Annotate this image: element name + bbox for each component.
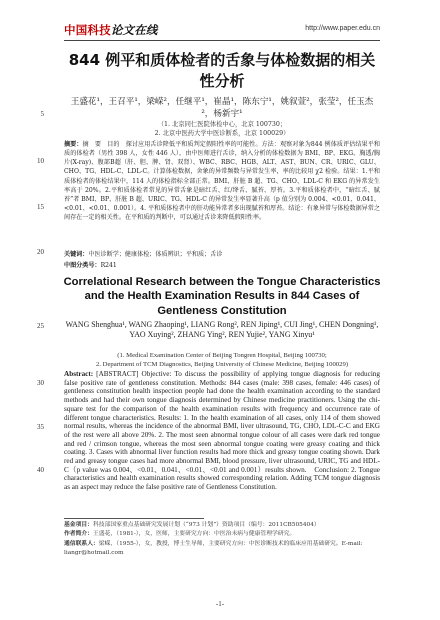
line-number: 35 — [37, 423, 44, 431]
affiliation-chinese-line: （1. 北京同仁医院体检中心，北京 100730； — [157, 121, 287, 128]
footnote-item — [64, 530, 380, 539]
classification-code — [64, 261, 380, 270]
abstract-chinese-text: 摘 要 目的 探讨应用舌诊降低平和质判定假阳性率的可能性。方法：观察对象为844 例体质评估结果平和质的体检者（男性 398 人，女性 446 人），由中医师进行舌诊，纳入分析的体检数据为 BMI、BP、EKG、胸透/胸片(X-ray)、腹部B超（肝、胆、脾、肾、双肾）、WBC、RBC、HGB、ALT、AST、BUN、CR、URIC、GLU、CHO、TG、HDL-C、LDL-C。计算体检数据，舍象的异常频数与异常发生率，率的比较用 χ2 检验。结果：1.平和质体检者的体检结果中，114 人的体检指标全部正常。BMI、肝脏 B 超、TG、CHO、LDL-C 和 EKG 的异常发生率高于 20%。2.平和质体检者常见的异常舌象是暗红舌、红/绛舌、腻苔、厚苔。3.平和质体检者中，“暗红舌、腻苔”者 BMI、BP、肝脏 B 超、URIC、TG、HDL-C 的异常发生率显著升高（p 值分别为 0.004、<0.01、0.041、<0.01、<0.01、0.001）。4. 平和质体检者中的肝功能异常者多出现腻苔和厚苔。结论：有象异常与体检数据异常之间存在一定的相关性。在平和质的判断中，可以通过舌诊来降低假阳性率。 — [64, 141, 380, 222]
line-number: 20 — [37, 248, 44, 256]
footnote-item — [64, 540, 380, 559]
title-english: Correlational Research between the Tongue Characteristics and the Health Examination Results in 844 Cases of Gentleness Constitution — [63, 276, 381, 317]
footnote-rule — [64, 518, 204, 519]
site-header — [64, 22, 380, 40]
clc-label: 中图分类号： — [64, 262, 101, 269]
site-url[interactable]: http://www.paper.edu.cn — [305, 25, 380, 32]
footnote-item — [64, 521, 380, 530]
footnote-label: 基金项目： — [64, 522, 93, 528]
logo-rest-text: 论文在线 — [110, 23, 158, 37]
keywords-label: 关键词： — [64, 251, 89, 258]
affiliation-chinese-line: 2. 北京中医药大学中医诊断系，北京 100029） — [154, 130, 290, 137]
affiliation-english-line: (1. Medical Examination Center of Beijing Tongren Hospital, Beijing 100730; — [117, 352, 327, 359]
affiliation-english — [64, 351, 380, 369]
abstract-chinese — [64, 140, 380, 222]
abstract-english-text: [ABSTRACT] Objective: To discuss the possibility of applying tongue diagnosis for reducing false positive rate of gentleness constitution. Methods: 844 cases (male: 398 cases, female: 446 cases) of gentleness constitution health inspection people had done the health examination according to the standard methods and had their own tongue diagnosis determined by Chinese medicine practitioners. Using the chi-square test for the comparison of the health examination results with frequency and occurrence rate of different tongue characteristics. Results: 1. In the health examination of all cases, only 114 of them showed normal results, whereas the incidence of the abnormal BMI, liver ultrasound, TG, CHO, LDL-C-C and EKG of the rest were all above 20%. 2. The most seen abnormal tongue colour of all cases were dark red tongue and red / crimson tongue, whereas the most seen abnormal tongue coating were greasy coating and thick coating. 3. Cases with abnormal liver function results had more thick and greasy tongue coating shown. Dark red and greasy tongue cases had more abnormal BMI, blood pressure, liver ultrasound, URIC, TG and HDL-C（p value was 0.004、<0.01、0.041、<0.01、<0.01 and 0.001）results shown. Conclusion: 2. Tongue characteristics and health examination results showed corresponding relation. Adding TCM tongue diagnosis as an aspect may reduce the false positive rate of Gentleness Constitution. — [64, 370, 380, 492]
footnote-text: 梁嵘，（1955-），女，教授，博士生导师，主要研究方向：中医诊断技术的临床应用基础研究。E-mail: liangr@hotmail.com — [64, 540, 363, 556]
authors-english: WANG Shenghua¹, WANG Zhaoping¹, LIANG Rong², REN Jiping¹, CUI Jing¹, CHEN Dongning¹, YAO Xuying², ZHANG Ying², REN Yujie², YANG Xinyu¹ — [65, 320, 379, 340]
footnote-text: 科技部国家重点基础研究发展计划（“973 计划”）资助项目（编号：2011CB505404） — [93, 522, 320, 528]
footnote-text: 王盛花，（1981-），女，医师，主要研究方向：中医治未病与健康管理学研究。 — [93, 531, 296, 538]
line-number: 30 — [37, 379, 44, 387]
logo-red-text: 中国科技 — [64, 23, 111, 37]
footnote-label: 通信联系人： — [64, 540, 99, 547]
page-number: -1- — [215, 600, 225, 608]
line-number: 10 — [37, 157, 44, 165]
authors-chinese: 王盛花¹，王召平¹，梁嵘²，任继平¹，崔晶¹，陈东宁¹，姚叙萱²，张莹²，任玉杰²，杨新宇¹ — [70, 97, 374, 119]
abstract-chinese-label: 摘要： — [64, 141, 83, 148]
line-number: 15 — [37, 203, 44, 211]
abstract-english-label: Abstract: — [64, 370, 94, 378]
abstract-english — [64, 370, 380, 492]
keywords-chinese — [64, 250, 380, 259]
footnote-label: 作者简介： — [64, 531, 93, 538]
keywords-text: 中医诊断学；健康体检；体质辨识；平和质；舌诊 — [88, 251, 223, 258]
line-number: 40 — [37, 466, 44, 474]
affiliation-english-line: 2. Department of TCM Diagnostics, Beijing University of Chinese Medicine, Beijing 100029) — [95, 361, 349, 369]
line-number: 5 — [40, 110, 44, 118]
line-number: 25 — [37, 322, 44, 330]
clc-value: R241 — [100, 262, 117, 269]
footnotes — [64, 521, 380, 558]
title-chinese: 844 例平和质体检者的舌象与体检数据的相关性分析 — [68, 51, 376, 90]
site-logo[interactable] — [64, 22, 158, 38]
header-rule — [64, 40, 380, 41]
affiliation-chinese — [70, 120, 374, 138]
